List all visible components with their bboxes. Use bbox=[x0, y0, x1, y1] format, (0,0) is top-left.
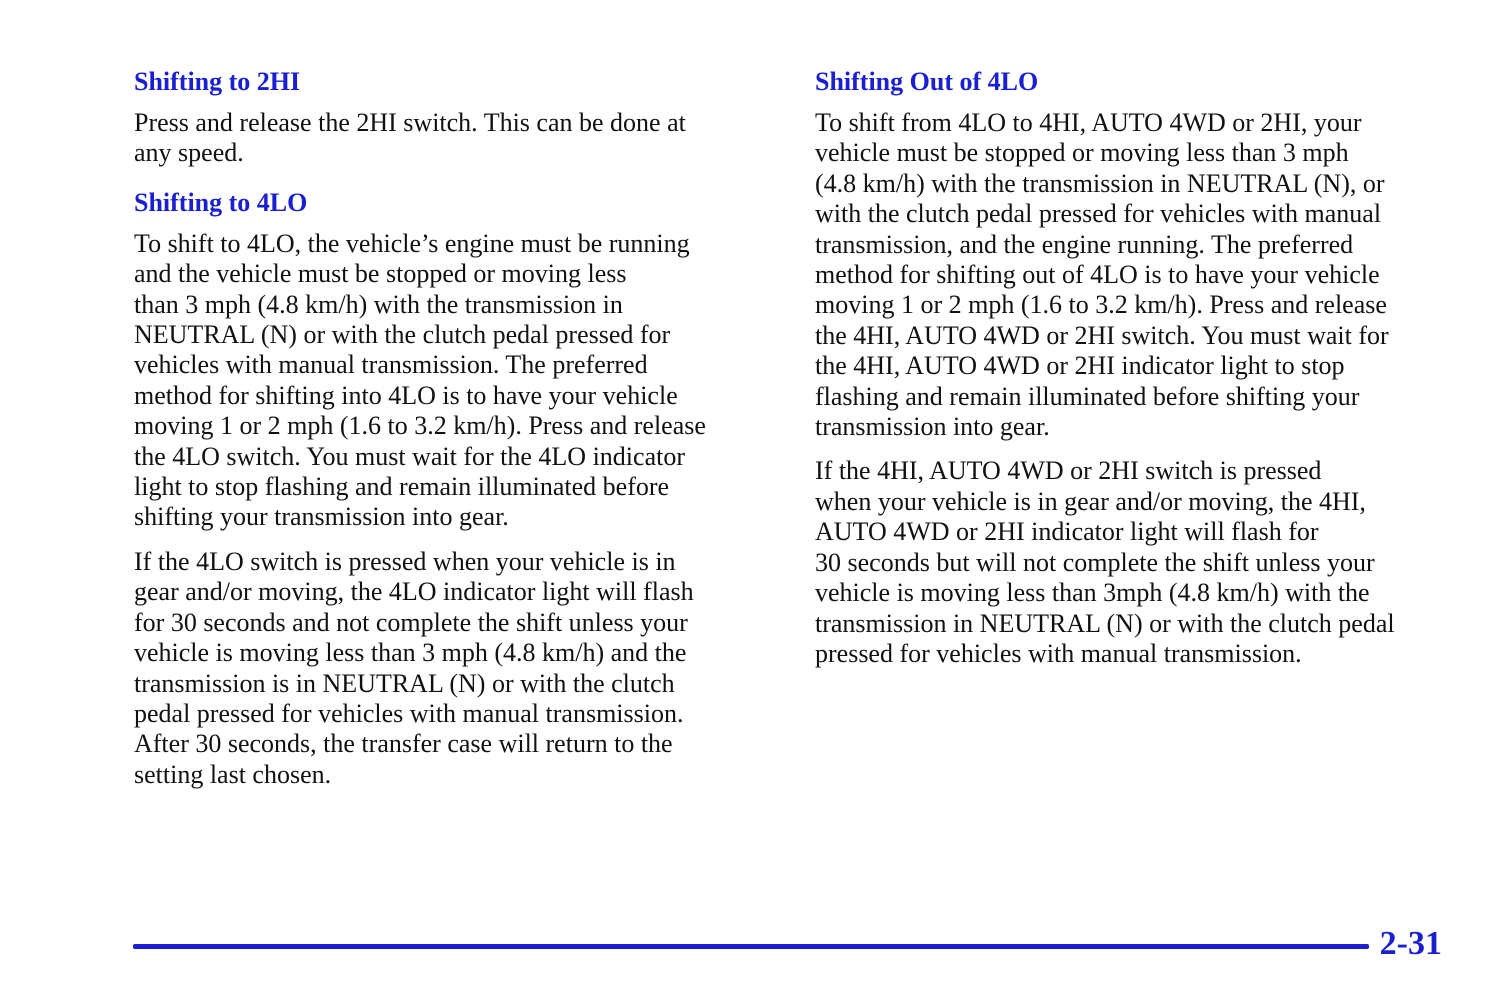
text-line: moving 1 or 2 mph (1.6 to 3.2 km/h). Press and release bbox=[815, 290, 1387, 320]
text-line: method for shifting into 4LO is to have your vehicle bbox=[134, 380, 678, 410]
paragraph-out-4lo-procedure bbox=[815, 108, 1445, 442]
text-line: shifting your transmission into gear. bbox=[134, 502, 509, 532]
text-line: setting last chosen. bbox=[134, 759, 332, 789]
text-line: gear and/or moving, the 4LO indicator light will flash bbox=[134, 577, 694, 607]
text-line: than 3 mph (4.8 km/h) with the transmission in bbox=[134, 289, 623, 319]
heading-shifting-to-4lo: Shifting to 4LO bbox=[134, 187, 308, 217]
text-line: flashing and remain illuminated before shifting your bbox=[815, 381, 1360, 411]
text-line: NEUTRAL (N) or with the clutch pedal pressed for bbox=[134, 320, 671, 350]
text-line: pedal pressed for vehicles with manual transmission. bbox=[134, 698, 684, 728]
text-line: vehicle is moving less than 3 mph (4.8 km/h) and the bbox=[134, 638, 687, 668]
text-line: transmission is in NEUTRAL (N) or with the clutch bbox=[134, 668, 675, 698]
text-line: pressed for vehicles with manual transmission. bbox=[815, 638, 1302, 668]
paragraph-4lo-procedure bbox=[134, 229, 754, 533]
page-number: 2-31 bbox=[1379, 925, 1442, 962]
text-line: If the 4LO switch is pressed when your vehicle is in bbox=[134, 546, 676, 576]
text-line: the 4HI, AUTO 4WD or 2HI switch. You must wait for bbox=[815, 320, 1389, 350]
text-line: any speed. bbox=[134, 138, 244, 168]
text-line: vehicle must be stopped or moving less than 3 mph bbox=[815, 138, 1349, 168]
text-line: vehicle is moving less than 3mph (4.8 km/h) with the bbox=[815, 578, 1370, 608]
text-line: the 4HI, AUTO 4WD or 2HI indicator light to stop bbox=[815, 351, 1345, 381]
footer-rule bbox=[133, 944, 1369, 949]
paragraph-out-4lo-in-gear bbox=[815, 456, 1445, 669]
heading-shifting-to-2hi: Shifting to 2HI bbox=[134, 67, 301, 96]
text-line: transmission, and the engine running. The preferred bbox=[815, 229, 1354, 259]
text-line: To shift from 4LO to 4HI, AUTO 4WD or 2HI, your bbox=[815, 108, 1362, 137]
paragraph-4lo-in-gear bbox=[134, 547, 754, 790]
text-line: and the vehicle must be stopped or moving less bbox=[134, 259, 627, 289]
text-line: If the 4HI, AUTO 4WD or 2HI switch is pressed bbox=[815, 456, 1322, 486]
text-line: vehicles with manual transmission. The preferred bbox=[134, 350, 648, 380]
text-line: AUTO 4WD or 2HI indicator light will flash for bbox=[815, 517, 1319, 547]
text-line: the 4LO switch. You must wait for the 4LO indicator bbox=[134, 441, 685, 471]
text-line: method for shifting out of 4LO is to have your vehicle bbox=[815, 260, 1380, 290]
text-line: light to stop flashing and remain illuminated before bbox=[134, 472, 670, 502]
text-line: transmission in NEUTRAL (N) or with the clutch pedal bbox=[815, 608, 1395, 638]
text-line: moving 1 or 2 mph (1.6 to 3.2 km/h). Press and release bbox=[134, 411, 706, 441]
text-line: After 30 seconds, the transfer case will return to the bbox=[134, 729, 673, 759]
paragraph-2hi bbox=[134, 108, 754, 169]
text-line: 30 seconds but will not complete the shift unless your bbox=[815, 547, 1375, 577]
text-line: transmission into gear. bbox=[815, 412, 1050, 442]
text-line: for 30 seconds and not complete the shift unless your bbox=[134, 607, 688, 637]
text-line: Press and release the 2HI switch. This can be done at bbox=[134, 108, 686, 137]
right-column bbox=[815, 62, 1445, 683]
left-column bbox=[134, 62, 754, 804]
text-line: To shift to 4LO, the vehicle’s engine must be running bbox=[134, 228, 690, 258]
heading-shifting-out-of-4lo: Shifting Out of 4LO bbox=[815, 67, 1039, 96]
text-line: when your vehicle is in gear and/or moving, the 4HI, bbox=[815, 486, 1366, 516]
text-line: (4.8 km/h) with the transmission in NEUTRAL (N), or bbox=[815, 168, 1385, 198]
text-line: with the clutch pedal pressed for vehicles with manual bbox=[815, 199, 1382, 229]
